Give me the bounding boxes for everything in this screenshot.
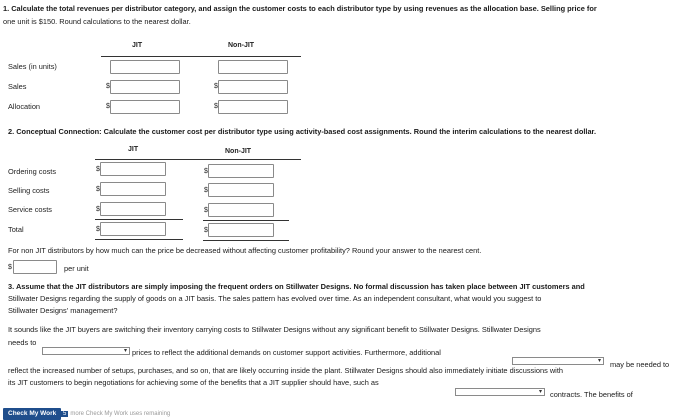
contracts-select[interactable] xyxy=(455,388,545,396)
q1-allocation-nonjit-input[interactable] xyxy=(218,100,288,114)
q2-col-jit-header: JIT xyxy=(128,146,139,153)
uses-remaining-text: more Check My Work uses remaining xyxy=(70,411,171,417)
q3-answer-line3: reflect the increased number of setups, purchases, and so on, that are likely occurring inside the plant. Stillwater Designs should also immediately initiate discussions with xyxy=(8,366,563,375)
q2-row-label: Service costs xyxy=(8,205,52,214)
price-decrease-input[interactable] xyxy=(13,260,57,274)
q1-row-label: Sales xyxy=(8,82,27,91)
dollar-sign: $ xyxy=(96,186,100,193)
q1-header-rule xyxy=(101,56,301,57)
dollar-sign: $ xyxy=(214,83,218,90)
q2-total-rule-jit xyxy=(95,219,183,220)
q2-total-nonjit-input[interactable] xyxy=(208,223,274,237)
q2-selling-jit-input[interactable] xyxy=(100,182,166,196)
q3-answer-line1: It sounds like the JIT buyers are switching their inventory carrying costs to Stillwater Designs without any significant benefit to Stillwater Designs. Stillwater Designs xyxy=(8,325,541,334)
q2-total-jit-input[interactable] xyxy=(100,222,166,236)
dollar-sign: $ xyxy=(204,187,208,194)
q2-price-question: For non JIT distributors by how much can the price be decreased without affecting customer profitability? Round your answer to the nearest cent. xyxy=(8,246,482,255)
uses-remaining-count: 5 xyxy=(63,411,67,417)
dollar-sign: $ xyxy=(96,226,100,233)
q2-row-label: Selling costs xyxy=(8,186,50,195)
q3-answer-line4b: contracts. The benefits of xyxy=(550,390,633,399)
adjust-prices-select[interactable] xyxy=(42,347,130,355)
dollar-sign: $ xyxy=(96,166,100,173)
q2-ordering-jit-input[interactable] xyxy=(100,162,166,176)
dollar-sign: $ xyxy=(204,207,208,214)
q3-answer-line4a: its JIT customers to begin negotiations for achieving some of the benefits that a JIT supplier should have, such as xyxy=(8,378,379,387)
q2-double-rule-nonjit xyxy=(203,240,289,241)
q2-col-nonjit-header: Non-JIT xyxy=(225,148,252,155)
q2-header-rule xyxy=(95,159,301,160)
per-unit-label: per unit xyxy=(64,264,89,273)
chevron-down-icon: ▾ xyxy=(123,348,127,354)
q2-instructions: 2. Conceptual Connection: Calculate the customer cost per distributor type using activity-based cost assignments. Round the interim calculations to the nearest dollar. xyxy=(8,127,597,136)
dollar-sign: $ xyxy=(106,103,110,110)
q2-ordering-nonjit-input[interactable] xyxy=(208,164,274,178)
dollar-sign: $ xyxy=(204,227,208,234)
q2-service-nonjit-input[interactable] xyxy=(208,203,274,217)
q3-answer-line2c: may be needed to xyxy=(610,360,670,369)
q3-answer-line2b: prices to reflect the additional demands on customer support activities. Furthermore, additional xyxy=(132,348,441,357)
check-uses-remaining xyxy=(61,410,170,419)
q1-sales-nonjit-input[interactable] xyxy=(218,80,288,94)
q1-col-nonjit-header: Non-JIT xyxy=(228,42,255,49)
q2-total-rule-nonjit xyxy=(203,220,289,221)
q1-row-label: Sales (in units) xyxy=(8,62,57,71)
q2-double-rule-jit xyxy=(95,239,183,240)
q2-selling-nonjit-input[interactable] xyxy=(208,183,274,197)
chevron-down-icon: ▾ xyxy=(597,358,601,364)
q3-instructions-line1: 3. Assume that the JIT distributors are simply imposing the frequent orders on Stillwater Designs. No formal discussion has taken place between JIT customers and xyxy=(8,282,585,291)
check-my-work-button[interactable]: Check My Work xyxy=(3,408,61,420)
dollar-sign: $ xyxy=(214,103,218,110)
q1-instructions-line1: 1. Calculate the total revenues per distributor category, and assign the customer costs to each distributor type by using revenues as the allocation base. Selling price for xyxy=(3,4,597,13)
q2-service-jit-input[interactable] xyxy=(100,202,166,216)
q1-row-label: Allocation xyxy=(8,102,41,111)
dollar-sign: $ xyxy=(8,264,12,271)
additional-select[interactable] xyxy=(512,357,604,365)
q2-row-label: Ordering costs xyxy=(8,167,57,176)
dollar-sign: $ xyxy=(106,83,110,90)
q1-instructions-line2: one unit is $150. Round calculations to the nearest dollar. xyxy=(3,17,191,26)
q3-answer-line2a: needs to xyxy=(8,338,37,347)
dollar-sign: $ xyxy=(204,168,208,175)
q3-instructions-line2: Stillwater Designs regarding the supply of goods on a JIT basis. The sales pattern has evolved over time. As an independent consultant, what would you suggest to xyxy=(8,294,542,303)
q1-sales-units-nonjit-input[interactable] xyxy=(218,60,288,74)
q2-row-label: Total xyxy=(8,225,24,234)
q1-allocation-jit-input[interactable] xyxy=(110,100,180,114)
q3-instructions-line3: Stillwater Designs' management? xyxy=(8,306,118,315)
q1-sales-units-jit-input[interactable] xyxy=(110,60,180,74)
chevron-down-icon: ▾ xyxy=(538,389,542,395)
q1-col-jit-header: JIT xyxy=(132,42,143,49)
q1-sales-jit-input[interactable] xyxy=(110,80,180,94)
dollar-sign: $ xyxy=(96,206,100,213)
